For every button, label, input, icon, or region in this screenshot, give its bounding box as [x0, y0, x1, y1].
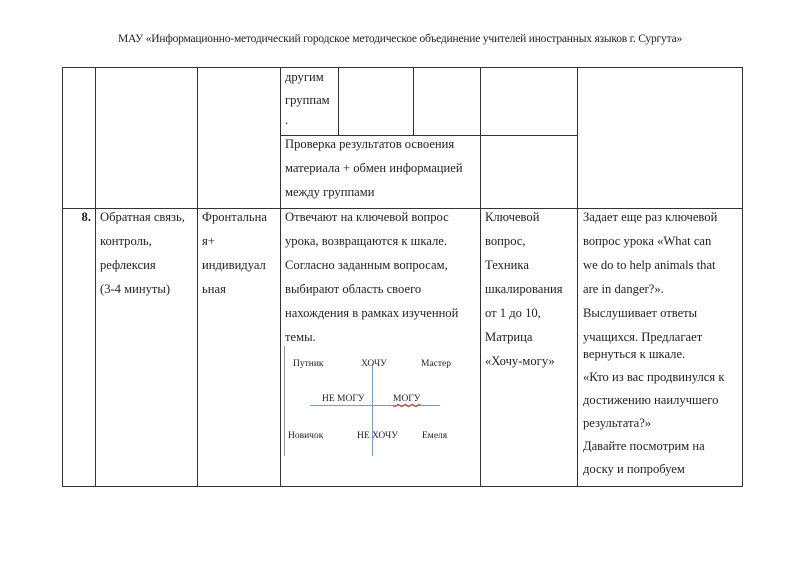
col-border — [197, 67, 198, 487]
table-top-border — [62, 67, 743, 68]
label-cannot: НЕ МОГУ — [322, 394, 365, 404]
activity-tail-line: . — [285, 113, 289, 127]
col-border — [338, 67, 339, 135]
student-activity-line: выбирают область своего — [285, 282, 422, 296]
stage-line: контроль, — [100, 234, 152, 248]
row-number: 8. — [81, 210, 91, 224]
col-border — [742, 67, 743, 487]
diagram-vertical-axis — [372, 364, 373, 456]
diagram-left-line — [284, 346, 285, 456]
form-line: индивидуал — [202, 258, 266, 272]
methods-line: «Хочу-могу» — [485, 354, 555, 368]
col-border — [95, 67, 96, 487]
stage-line: рефлексия — [100, 258, 156, 272]
col-border — [577, 67, 578, 487]
col-border — [413, 67, 414, 135]
student-activity-line: Согласно заданным вопросам, — [285, 258, 448, 272]
activity-tail-line: другим — [285, 70, 324, 84]
label-putnik: Путник — [293, 359, 324, 369]
label-master: Мастер — [421, 359, 451, 369]
methods-line: вопрос, — [485, 234, 526, 248]
form-line: ьная — [202, 282, 226, 296]
methods-line: Ключевой — [485, 210, 540, 224]
label-want: ХОЧУ — [361, 359, 387, 369]
label-dont-want: НЕ ХОЧУ — [357, 431, 398, 441]
teacher-activity-line: we do to help animals that — [583, 258, 716, 272]
col-border — [62, 67, 63, 487]
form-line: Фронтальна — [202, 210, 267, 224]
col-border — [280, 67, 281, 487]
diagram-horizontal-axis — [310, 405, 440, 406]
student-activity-line: темы. — [285, 330, 316, 344]
label-emelya: Емеля — [422, 431, 448, 441]
col-border — [480, 67, 481, 487]
check-results-line: материала + обмен информацией — [285, 161, 463, 175]
label-can: МОГУ — [393, 394, 421, 404]
student-activity-line: нахождения в рамках изученной — [285, 306, 459, 320]
teacher-activity-line: достижению наилучшего — [583, 393, 719, 407]
teacher-activity-line: Выслушивает ответы — [583, 306, 698, 320]
table-bottom-border — [62, 486, 743, 487]
label-novice: Новичок — [288, 431, 324, 441]
activity-tail-line: группам — [285, 93, 330, 107]
methods-line: Матрица — [485, 330, 533, 344]
methods-line: от 1 до 10, — [485, 306, 541, 320]
teacher-activity-line: are in danger?». — [583, 282, 664, 296]
methods-line: шкалирования — [485, 282, 563, 296]
stage-line: (3-4 минуты) — [100, 282, 171, 296]
teacher-activity-line: результата?» — [583, 416, 652, 430]
teacher-activity-line: Задает еще раз ключевой — [583, 210, 718, 224]
teacher-activity-line: учащихся. Предлагает — [583, 330, 703, 344]
teacher-activity-line: «Кто из вас продвинулся к — [583, 370, 725, 384]
methods-line: Техника — [485, 258, 529, 272]
page-header: МАУ «Информационно-методический городское методическое объединение учителей иностранных языков г. Сургута» — [117, 33, 683, 45]
student-activity-line: урока, возвращаются к шкале. — [285, 234, 448, 248]
check-results-line: между группами — [285, 185, 375, 199]
teacher-activity-line: вернуться к шкале. — [583, 347, 686, 361]
form-line: я+ — [202, 234, 215, 248]
check-results-line: Проверка результатов освоения — [285, 137, 455, 151]
teacher-activity-line: вопрос урока «What can — [583, 234, 712, 248]
teacher-activity-line: Давайте посмотрим на — [583, 439, 705, 453]
teacher-activity-line: доску и попробуем — [583, 462, 685, 476]
student-activity-line: Отвечают на ключевой вопрос — [285, 210, 449, 224]
stage-line: Обратная связь, — [100, 210, 185, 224]
